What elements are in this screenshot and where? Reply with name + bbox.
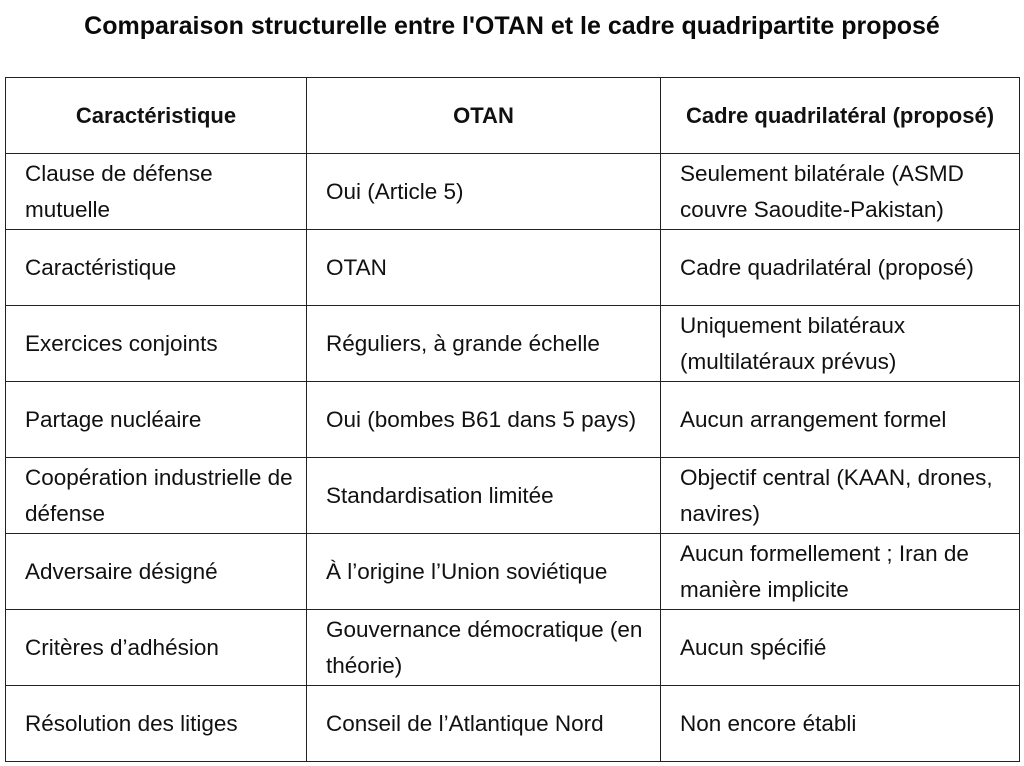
nato-cell: Oui (bombes B61 dans 5 pays) — [307, 382, 661, 458]
header-quadrilateral: Cadre quadrilatéral (proposé) — [661, 78, 1020, 154]
nato-cell: Réguliers, à grande échelle — [307, 306, 661, 382]
quadrilateral-cell: Cadre quadrilatéral (proposé) — [661, 230, 1020, 306]
row-label: Caractéristique — [6, 230, 307, 306]
table-row — [6, 458, 1020, 534]
header-characteristic: Caractéristique — [6, 78, 307, 154]
row-label: Exercices conjoints — [6, 306, 307, 382]
table-row — [6, 534, 1020, 610]
quadrilateral-cell: Aucun formellement ; Iran de manière implicite — [661, 534, 1020, 610]
page-title: Comparaison structurelle entre l'OTAN et le cadre quadripartite proposé — [84, 12, 940, 40]
nato-cell: Gouvernance démocratique (en théorie) — [307, 610, 661, 686]
quadrilateral-cell: Uniquement bilatéraux (multilatéraux prévus) — [661, 306, 1020, 382]
row-label: Coopération industrielle de défense — [6, 458, 307, 534]
table-row — [6, 306, 1020, 382]
row-label: Résolution des litiges — [6, 686, 307, 762]
table-row — [6, 686, 1020, 762]
quadrilateral-cell: Seulement bilatérale (ASMD couvre Saoudite-Pakistan) — [661, 154, 1020, 230]
header-nato: OTAN — [307, 78, 661, 154]
row-label: Clause de défense mutuelle — [6, 154, 307, 230]
table-row — [6, 154, 1020, 230]
quadrilateral-cell: Non encore établi — [661, 686, 1020, 762]
nato-cell: Oui (Article 5) — [307, 154, 661, 230]
quadrilateral-cell: Objectif central (KAAN, drones, navires) — [661, 458, 1020, 534]
table-row — [6, 382, 1020, 458]
row-label: Critères d’adhésion — [6, 610, 307, 686]
table-header-row — [6, 78, 1020, 154]
table-row — [6, 610, 1020, 686]
nato-cell: Conseil de l’Atlantique Nord — [307, 686, 661, 762]
nato-cell: À l’origine l’Union soviétique — [307, 534, 661, 610]
quadrilateral-cell: Aucun spécifié — [661, 610, 1020, 686]
row-label: Partage nucléaire — [6, 382, 307, 458]
row-label: Adversaire désigné — [6, 534, 307, 610]
nato-cell: OTAN — [307, 230, 661, 306]
quadrilateral-cell: Aucun arrangement formel — [661, 382, 1020, 458]
comparison-table — [5, 77, 1020, 762]
table-row — [6, 230, 1020, 306]
nato-cell: Standardisation limitée — [307, 458, 661, 534]
